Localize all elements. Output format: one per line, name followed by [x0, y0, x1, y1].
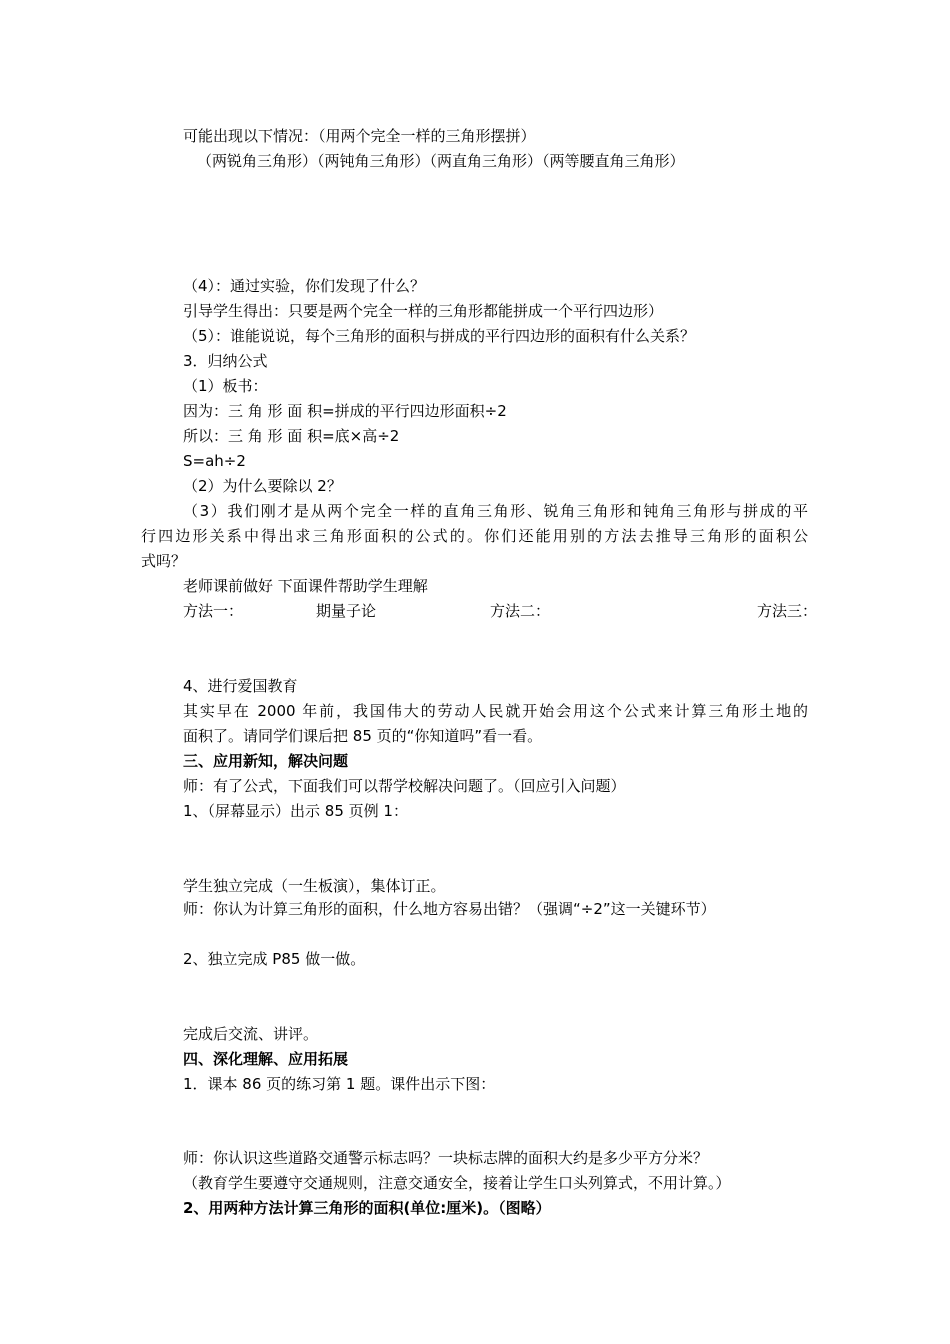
- area-equation: S=ah÷2: [183, 452, 246, 470]
- independent-work-line: 学生独立完成（一生板演），集体订正。: [183, 877, 446, 895]
- question-3-line-2: 行四边形关系中得出求三角形面积的公式的。你们还能用别的方法去推导三角形的面积公: [141, 527, 808, 545]
- situations-line: 可能出现以下情况：（用两个完全一样的三角形摆拼）: [183, 127, 536, 145]
- triangle-types-line: （两锐角三角形）（两钝角三角形）（两直角三角形）（两等腰直角三角形）: [197, 152, 685, 170]
- patriotic-line-1: 其实早在 2000 年前，我国伟大的劳动人民就开始会用这个公式来计算三角形土地的: [183, 702, 808, 720]
- patriotic-line-2: 面积了。请同学们课后把 85 页的“你知道吗”看一看。: [183, 727, 543, 745]
- method-one-label: 方法一：: [183, 602, 244, 620]
- exercise-2-line: 2、独立完成 P85 做一做。: [183, 950, 366, 968]
- section-4-title: 四、深化理解、应用拓展: [183, 1050, 349, 1068]
- example-1-line: 1、（屏幕显示）出示 85 页例 1：: [183, 802, 408, 820]
- step-4-question: （4）：通过实验，你们发现了什么？: [183, 277, 426, 295]
- patriotic-heading: 4、进行爱国教育: [183, 677, 298, 695]
- traffic-signs-question: 师：你认识这些道路交通警示标志吗？一块标志牌的面积大约是多少平方分米？: [183, 1149, 709, 1167]
- review-line: 完成后交流、讲评。: [183, 1025, 319, 1043]
- guide-conclusion: 引导学生得出：只要是两个完全一样的三角形都能拼成一个平行四边形）: [183, 302, 664, 320]
- method-caption: 期量子论: [316, 602, 377, 620]
- method-three-label: 方法三：: [757, 602, 818, 620]
- common-error-question: 师：你认为计算三角形的面积，什么地方容易出错？（强调“÷2”这一关键环节）: [183, 900, 716, 918]
- practice-item-1: 1．课本 86 页的练习第 1 题。课件出示下图：: [183, 1075, 496, 1093]
- why-half-question: （2）为什么要除以 2？: [183, 477, 342, 495]
- practice-item-2: 2、用两种方法计算三角形的面积(单位:厘米)。（图略）: [183, 1199, 551, 1217]
- safety-education-note: （教育学生要遵守交通规则，注意交通安全，接着让学生口头列算式，不用计算。）: [183, 1174, 731, 1192]
- question-3-line-1: （3）我们刚才是从两个完全一样的直角三角形、锐角三角形和钝角三角形与拼成的平: [183, 502, 808, 520]
- because-line: 因为：三 角 形 面 积=拼成的平行四边形面积÷2: [183, 402, 507, 420]
- step-5-question: （5）：谁能说说，每个三角形的面积与拼成的平行四边形的面积有什么关系？: [183, 327, 696, 345]
- formula-heading: 3．归纳公式: [183, 352, 268, 370]
- method-two-label: 方法二：: [490, 602, 551, 620]
- question-3-line-3: 式吗？: [141, 552, 187, 570]
- teacher-prep-line: 老师课前做好 下面课件帮助学生理解: [183, 577, 428, 595]
- section-3-title: 三、应用新知，解决问题: [183, 752, 349, 770]
- therefore-line: 所以：三 角 形 面 积=底×高÷2: [183, 427, 400, 445]
- board-label: （1）板书：: [183, 377, 268, 395]
- section-3-teacher-line: 师：有了公式，下面我们可以帮学校解决问题了。（回应引入问题）: [183, 777, 626, 795]
